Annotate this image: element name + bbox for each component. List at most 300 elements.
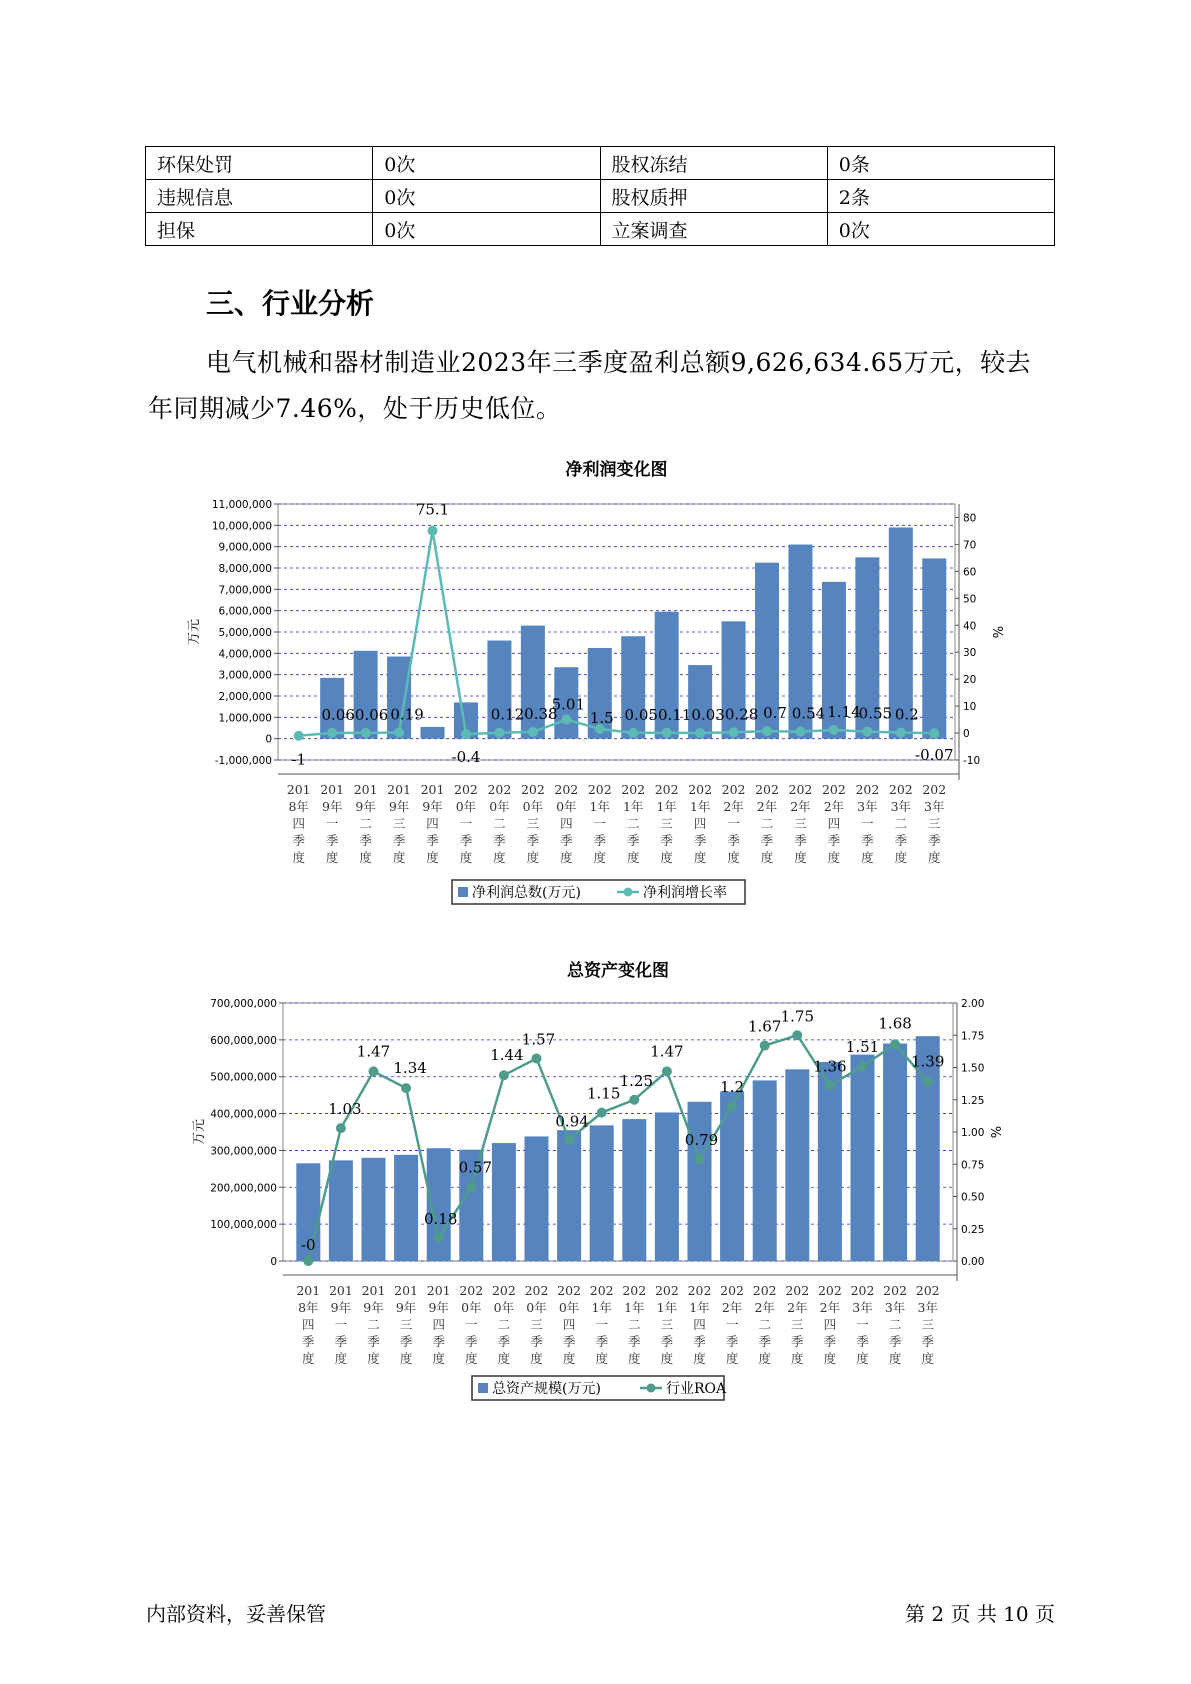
x-tick-label: 季 xyxy=(888,1334,902,1349)
x-tick-label: 0年 xyxy=(489,799,510,814)
x-tick-label: 度 xyxy=(560,850,573,865)
x-tick-label: 季 xyxy=(367,1334,380,1349)
y2-tick-label: -10 xyxy=(963,755,981,767)
point-label: 0.18 xyxy=(423,1209,458,1228)
x-tick-label: 三 xyxy=(526,816,540,831)
x-tick-label: 度 xyxy=(426,850,439,865)
y-tick-label: 500,000,000 xyxy=(210,1071,277,1084)
x-tick-label: 度 xyxy=(595,1351,608,1366)
x-tick-label: 202 xyxy=(922,782,947,797)
table-row xyxy=(146,180,1055,213)
y2-tick-label: 10 xyxy=(963,701,977,714)
point-label: 0.11 xyxy=(657,705,692,724)
x-tick-label: 二 xyxy=(367,1317,380,1332)
line-point xyxy=(294,731,304,741)
x-tick-label: 度 xyxy=(888,1351,902,1366)
point-label: 0.2 xyxy=(894,705,919,724)
line-point xyxy=(727,1101,737,1111)
legend-bar-swatch xyxy=(458,887,468,897)
x-tick-label: 1年 xyxy=(624,1300,645,1315)
bar xyxy=(753,1080,777,1261)
x-tick-label: 202 xyxy=(752,1283,777,1298)
y2-tick-label: 2.00 xyxy=(961,998,985,1010)
x-tick-label: 度 xyxy=(628,1351,641,1366)
y2-tick-label: 80 xyxy=(963,512,977,525)
line-point xyxy=(336,1123,346,1133)
x-tick-label: 季 xyxy=(628,1334,641,1349)
legend-bar-label: 总资产规模(万元) xyxy=(492,1381,601,1397)
line-point xyxy=(829,725,839,735)
x-tick-label: 1年 xyxy=(656,799,677,814)
x-tick-label: 季 xyxy=(465,1334,478,1349)
x-tick-label: 1年 xyxy=(591,1300,612,1315)
x-tick-label: 四 xyxy=(426,816,439,831)
bar xyxy=(851,1055,875,1261)
table-cell: 0次 xyxy=(373,147,600,180)
x-tick-label: 三 xyxy=(530,1317,543,1332)
line-point xyxy=(494,728,504,738)
x-tick-label: 202 xyxy=(587,782,612,797)
bar xyxy=(688,1102,712,1261)
line-point xyxy=(466,1182,476,1192)
x-tick-label: 2年 xyxy=(721,1300,743,1315)
x-tick-label: 202 xyxy=(459,1283,484,1298)
bar xyxy=(688,665,712,739)
x-tick-label: 二 xyxy=(497,1317,511,1332)
x-tick-label: 季 xyxy=(758,1334,771,1349)
x-tick-label: 度 xyxy=(530,1351,543,1366)
point-label: 0.12 xyxy=(490,705,525,724)
point-label: -0 xyxy=(300,1236,316,1254)
y-tick-label: 1,000,000 xyxy=(218,712,272,725)
line-point xyxy=(792,1030,802,1040)
x-tick-label: 四 xyxy=(302,1317,315,1332)
x-tick-label: 季 xyxy=(693,1334,706,1349)
bar xyxy=(329,1160,353,1261)
x-tick-label: 一 xyxy=(593,816,607,831)
x-tick-label: 度 xyxy=(693,850,707,865)
y-tick-label: 400,000,000 xyxy=(210,1108,277,1121)
table-cell: 0次 xyxy=(373,213,600,246)
total-assets-chart xyxy=(0,956,1191,1406)
x-tick-label: 201 xyxy=(296,1283,321,1298)
line-point xyxy=(434,1233,444,1243)
x-tick-label: 202 xyxy=(721,782,746,797)
x-tick-label: 一 xyxy=(727,816,740,831)
point-label: 1.14 xyxy=(827,702,861,721)
x-tick-label: 度 xyxy=(928,850,941,865)
x-tick-label: 0年 xyxy=(493,1300,515,1315)
x-tick-label: 201 xyxy=(394,1283,419,1298)
chart-svg xyxy=(0,458,1191,908)
x-tick-label: 度 xyxy=(921,1351,934,1366)
x-tick-label: 2年 xyxy=(819,1300,841,1315)
x-tick-label: 202 xyxy=(915,1283,940,1298)
bar xyxy=(557,1130,581,1261)
x-tick-label: 0年 xyxy=(522,799,544,814)
y-tick-label: -1,000,000 xyxy=(214,755,272,767)
y2-tick-label: 70 xyxy=(963,539,977,552)
x-tick-label: 201 xyxy=(387,782,412,797)
x-tick-label: 201 xyxy=(420,782,445,797)
x-tick-label: 季 xyxy=(292,833,305,848)
x-tick-label: 季 xyxy=(497,1334,511,1349)
legend xyxy=(452,880,745,904)
x-tick-label: 季 xyxy=(827,833,841,848)
y-tick-label: 0 xyxy=(265,733,272,746)
x-tick-label: 二 xyxy=(894,816,908,831)
footer-confidential: 内部资料，妥善保管 xyxy=(146,1602,326,1626)
x-tick-label: 202 xyxy=(491,1283,516,1298)
y2-tick-label: 50 xyxy=(963,593,977,606)
x-tick-label: 季 xyxy=(530,1334,543,1349)
x-tick-label: 四 xyxy=(693,1317,706,1332)
x-tick-label: 季 xyxy=(334,1334,348,1349)
x-tick-label: 季 xyxy=(560,833,573,848)
x-tick-label: 度 xyxy=(497,1351,511,1366)
line-point xyxy=(923,1077,933,1087)
x-tick-label: 2年 xyxy=(723,799,744,814)
x-tick-label: 四 xyxy=(827,816,841,831)
x-tick-label: 季 xyxy=(921,1334,934,1349)
x-tick-label: 202 xyxy=(554,782,579,797)
point-label: 0.28 xyxy=(724,705,759,724)
y2-tick-label: 0.25 xyxy=(961,1223,985,1236)
line-point xyxy=(695,1154,705,1164)
point-label: 0.55 xyxy=(858,704,893,723)
y2-tick-label: 0 xyxy=(963,728,970,741)
point-label: 1.34 xyxy=(393,1059,427,1078)
x-tick-label: 季 xyxy=(794,833,807,848)
x-tick-label: 202 xyxy=(888,782,913,797)
x-tick-label: 202 xyxy=(850,1283,875,1298)
bar xyxy=(590,1125,614,1261)
x-tick-label: 201 xyxy=(320,782,345,797)
x-tick-label: 四 xyxy=(823,1317,837,1332)
point-label: 1.57 xyxy=(521,1030,556,1049)
point-label: 0.05 xyxy=(624,705,658,724)
y2-tick-label: 1.25 xyxy=(961,1094,985,1107)
line-point xyxy=(428,526,438,536)
point-label: 1.36 xyxy=(813,1057,847,1076)
footer-page-number: 第 2 页 共 10 页 xyxy=(905,1602,1055,1626)
legend-line-marker xyxy=(624,888,633,897)
x-tick-label: 季 xyxy=(325,833,339,848)
line-point xyxy=(629,1095,639,1105)
x-tick-label: 度 xyxy=(334,1351,348,1366)
x-tick-label: 度 xyxy=(593,850,607,865)
x-tick-label: 三 xyxy=(928,816,941,831)
line-point xyxy=(528,727,538,737)
x-tick-label: 一 xyxy=(725,1317,739,1332)
x-tick-label: 季 xyxy=(593,833,607,848)
x-tick-label: 季 xyxy=(526,833,540,848)
x-tick-label: 3年 xyxy=(884,1300,906,1315)
x-tick-label: 一 xyxy=(595,1317,608,1332)
y2-tick-label: 0.00 xyxy=(961,1256,985,1268)
line-point xyxy=(628,728,638,738)
legend-line-marker xyxy=(647,1384,656,1393)
point-label: 1.75 xyxy=(780,1007,815,1026)
x-tick-label: 四 xyxy=(693,816,707,831)
point-label: 0.06 xyxy=(321,705,355,724)
x-tick-label: 季 xyxy=(725,1334,739,1349)
y-tick-label: 5,000,000 xyxy=(218,627,272,639)
y-axis-label: 万元 xyxy=(192,1118,207,1146)
x-tick-label: 2年 xyxy=(754,1300,775,1315)
x-tick-label: 度 xyxy=(359,850,372,865)
point-label: 5.01 xyxy=(551,695,586,714)
x-tick-label: 202 xyxy=(487,782,512,797)
line-point xyxy=(303,1256,313,1266)
x-tick-label: 度 xyxy=(493,850,506,865)
x-tick-label: 0年 xyxy=(461,1300,482,1315)
y2-tick-label: 0.50 xyxy=(961,1191,985,1204)
x-tick-label: 度 xyxy=(693,1351,706,1366)
bar xyxy=(622,1119,646,1261)
point-label: 1.68 xyxy=(878,1014,912,1033)
x-tick-label: 季 xyxy=(626,833,640,848)
section-title: 三、行业分析 xyxy=(206,287,375,320)
line-point xyxy=(929,728,939,738)
x-tick-label: 季 xyxy=(399,1334,413,1349)
x-tick-label: 一 xyxy=(465,1317,478,1332)
point-label: 1.67 xyxy=(747,1017,782,1036)
table-row xyxy=(146,147,1055,180)
x-tick-label: 202 xyxy=(622,1283,647,1298)
point-label: 1.47 xyxy=(356,1042,391,1061)
y-tick-label: 3,000,000 xyxy=(218,669,272,682)
x-tick-label: 季 xyxy=(493,833,506,848)
line-point xyxy=(662,1066,672,1076)
x-tick-label: 季 xyxy=(392,833,406,848)
point-label: -0.4 xyxy=(451,748,481,767)
y-tick-label: 8,000,000 xyxy=(218,563,272,575)
x-tick-label: 9年 xyxy=(395,1300,417,1315)
x-tick-label: 二 xyxy=(493,816,506,831)
y-tick-label: 6,000,000 xyxy=(218,605,272,618)
x-tick-label: 9年 xyxy=(321,799,343,814)
line-point xyxy=(896,728,906,738)
risk-info-table xyxy=(145,146,1055,246)
x-tick-label: 202 xyxy=(557,1283,582,1298)
x-tick-label: 9年 xyxy=(428,1300,449,1315)
y-tick-label: 300,000,000 xyxy=(210,1145,277,1158)
x-tick-label: 四 xyxy=(562,1317,576,1332)
y-tick-label: 0 xyxy=(270,1256,277,1268)
x-tick-label: 度 xyxy=(725,1351,739,1366)
x-tick-label: 季 xyxy=(660,833,673,848)
x-tick-label: 四 xyxy=(432,1317,445,1332)
x-tick-label: 9年 xyxy=(330,1300,352,1315)
x-tick-label: 2年 xyxy=(790,799,811,814)
point-label: 0.54 xyxy=(791,704,826,723)
analysis-paragraph: 电气机械和器材制造业2023年三季度盈利总额9,626,634.65万元，较去年同期减少7.46%，处于历史低位。 xyxy=(148,348,1032,423)
table-cell: 0条 xyxy=(827,147,1054,180)
x-tick-label: 度 xyxy=(827,850,841,865)
x-tick-label: 度 xyxy=(791,1351,804,1366)
y-tick-label: 9,000,000 xyxy=(218,541,272,554)
x-tick-label: 季 xyxy=(928,833,941,848)
x-tick-label: 202 xyxy=(821,782,846,797)
y-tick-label: 100,000,000 xyxy=(210,1219,277,1232)
y-tick-label: 600,000,000 xyxy=(210,1034,277,1047)
bar xyxy=(655,1112,679,1261)
table-cell: 0次 xyxy=(827,213,1054,246)
x-tick-label: 三 xyxy=(921,1317,934,1332)
table-row xyxy=(146,213,1055,246)
x-tick-label: 202 xyxy=(524,1283,549,1298)
x-tick-label: 二 xyxy=(758,1317,771,1332)
x-tick-label: 2年 xyxy=(823,799,845,814)
point-label: 0.94 xyxy=(555,1112,589,1131)
x-tick-label: 3年 xyxy=(924,799,945,814)
x-tick-label: 度 xyxy=(526,850,540,865)
x-tick-label: 度 xyxy=(432,1351,445,1366)
legend xyxy=(472,1376,727,1400)
point-label: 1.5 xyxy=(589,709,614,728)
y-tick-label: 7,000,000 xyxy=(218,584,272,597)
x-tick-label: 季 xyxy=(693,833,707,848)
line-point xyxy=(597,1108,607,1118)
x-tick-label: 3年 xyxy=(857,799,878,814)
line-point xyxy=(401,1083,411,1093)
point-label: 0.06 xyxy=(354,705,389,724)
point-label: 1.25 xyxy=(619,1071,654,1090)
bar xyxy=(492,1143,516,1261)
point-label: -0.07 xyxy=(915,746,954,765)
x-tick-label: 度 xyxy=(758,1351,771,1366)
x-tick-label: 度 xyxy=(856,1351,869,1366)
line-point xyxy=(532,1053,542,1063)
x-tick-label: 度 xyxy=(894,850,908,865)
chart-title: 净利润变化图 xyxy=(565,460,668,480)
bar xyxy=(883,1044,907,1261)
table-cell: 立案调查 xyxy=(600,213,827,246)
bar xyxy=(525,1136,549,1261)
x-tick-label: 季 xyxy=(861,833,874,848)
y2-tick-label: 30 xyxy=(963,647,977,660)
x-tick-label: 2年 xyxy=(756,799,778,814)
x-tick-label: 二 xyxy=(760,816,774,831)
x-tick-label: 3年 xyxy=(890,799,912,814)
table-cell: 0次 xyxy=(373,180,600,213)
x-tick-label: 202 xyxy=(883,1283,908,1298)
line-point xyxy=(361,728,371,738)
line-point xyxy=(858,1061,868,1071)
x-tick-label: 季 xyxy=(562,1334,576,1349)
x-tick-label: 度 xyxy=(399,1351,413,1366)
x-tick-label: 一 xyxy=(861,816,874,831)
net-profit-chart xyxy=(0,458,1191,908)
x-tick-label: 202 xyxy=(454,782,478,797)
x-tick-label: 四 xyxy=(560,816,573,831)
point-label: 1.39 xyxy=(910,1052,945,1071)
table-cell: 担保 xyxy=(146,213,373,246)
x-tick-label: 9年 xyxy=(363,1300,384,1315)
legend-line-label: 净利润增长率 xyxy=(643,885,727,901)
x-tick-label: 0年 xyxy=(556,799,577,814)
x-tick-label: 季 xyxy=(595,1334,608,1349)
line-point xyxy=(369,1066,379,1076)
line-point xyxy=(695,728,705,738)
point-label: -1 xyxy=(291,750,307,769)
x-tick-label: 度 xyxy=(823,1351,837,1366)
table-cell: 环保处罚 xyxy=(146,147,373,180)
x-tick-label: 1年 xyxy=(656,1300,678,1315)
x-tick-label: 202 xyxy=(688,782,713,797)
x-tick-label: 季 xyxy=(660,1334,674,1349)
y-tick-label: 700,000,000 xyxy=(210,998,277,1010)
x-tick-label: 度 xyxy=(392,850,406,865)
point-label: 1.2 xyxy=(720,1078,745,1097)
x-tick-label: 201 xyxy=(426,1283,451,1298)
x-tick-label: 一 xyxy=(334,1317,348,1332)
y2-tick-label: 0.75 xyxy=(961,1159,985,1172)
x-tick-label: 季 xyxy=(459,833,473,848)
point-label: 0.19 xyxy=(390,705,424,724)
x-tick-label: 2年 xyxy=(787,1300,808,1315)
x-tick-label: 0年 xyxy=(455,799,477,814)
x-tick-label: 度 xyxy=(660,1351,674,1366)
line-point xyxy=(461,729,471,739)
point-label: 1.44 xyxy=(490,1046,524,1065)
x-tick-label: 三 xyxy=(791,1317,804,1332)
line-point xyxy=(564,1135,574,1145)
table-cell: 股权冻结 xyxy=(600,147,827,180)
x-tick-label: 度 xyxy=(302,1351,315,1366)
x-tick-label: 度 xyxy=(861,850,874,865)
x-tick-label: 1年 xyxy=(589,799,611,814)
x-tick-label: 度 xyxy=(660,850,673,865)
x-tick-label: 度 xyxy=(465,1351,478,1366)
point-label: 0.57 xyxy=(458,1158,493,1177)
x-tick-label: 201 xyxy=(328,1283,353,1298)
x-tick-label: 度 xyxy=(459,850,473,865)
bar xyxy=(720,1091,744,1261)
x-tick-label: 二 xyxy=(628,1317,641,1332)
x-tick-label: 一 xyxy=(325,816,339,831)
line-point xyxy=(561,715,571,725)
x-tick-label: 202 xyxy=(817,1283,842,1298)
x-tick-label: 度 xyxy=(727,850,740,865)
y-tick-label: 10,000,000 xyxy=(211,520,272,533)
x-tick-label: 度 xyxy=(292,850,305,865)
x-tick-label: 0年 xyxy=(526,1300,547,1315)
x-tick-label: 一 xyxy=(459,816,473,831)
x-tick-label: 三 xyxy=(399,1317,413,1332)
chart-svg xyxy=(0,956,1191,1406)
x-tick-label: 季 xyxy=(727,833,740,848)
line-point xyxy=(394,728,404,738)
x-tick-label: 三 xyxy=(660,1317,674,1332)
x-tick-label: 一 xyxy=(856,1317,869,1332)
y2-axis-label: % xyxy=(992,625,1007,639)
bar xyxy=(421,727,445,739)
bar xyxy=(487,641,511,739)
x-tick-label: 201 xyxy=(361,1283,386,1298)
point-label: 0.38 xyxy=(524,705,558,724)
table-cell: 股权质押 xyxy=(600,180,827,213)
y2-tick-label: 1.50 xyxy=(961,1062,985,1075)
x-tick-label: 四 xyxy=(292,816,305,831)
legend-line-label: 行业ROA xyxy=(666,1381,727,1397)
point-label: 1.51 xyxy=(845,1038,880,1057)
line-point xyxy=(729,727,739,737)
x-tick-label: 季 xyxy=(359,833,372,848)
x-tick-label: 202 xyxy=(855,782,880,797)
x-tick-label: 二 xyxy=(888,1317,902,1332)
